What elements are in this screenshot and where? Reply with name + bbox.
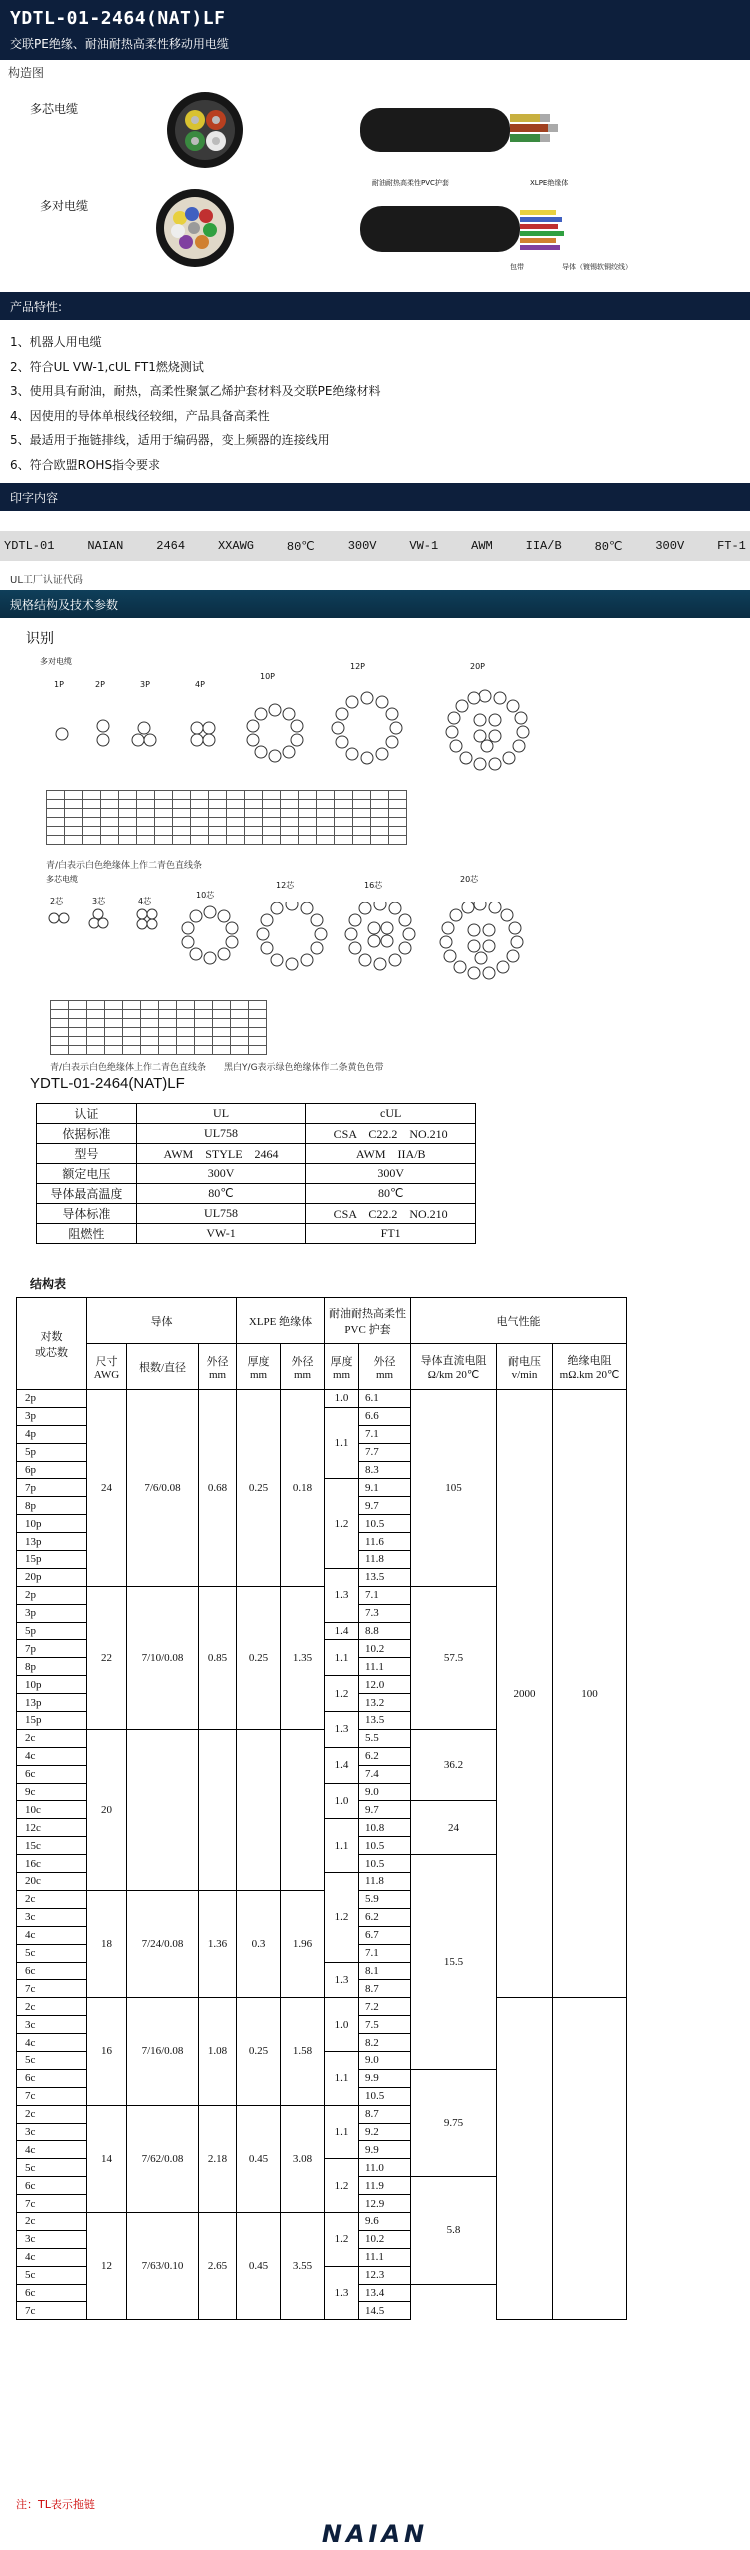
count-cell: 3p [17,1604,87,1622]
cert-cell: 型号 [37,1144,137,1164]
cert-cell: 导体最高温度 [37,1184,137,1204]
core-layout-diagram [40,902,540,1002]
jacket-od-cell: 6.2 [359,1747,411,1765]
table-header-cell: 外径 mm [359,1344,411,1390]
count-cell: 8p [17,1497,87,1515]
jacket-od-cell: 8.1 [359,1962,411,1980]
print-field: FT-1 [717,539,746,553]
table-row [17,1390,627,1408]
count-cell: 7c [17,2087,87,2105]
count-cell: 2c [17,1729,87,1747]
insulation-resistance-cell-blank [553,1998,627,2320]
pair-tag: 12P [350,662,366,671]
structure-table-heading: 结构表 [30,1277,67,1291]
jacket-od-cell: 5.5 [359,1729,411,1747]
jacket-od-cell: 9.0 [359,1783,411,1801]
count-cell: 16c [17,1855,87,1873]
core-tag: 4芯 [138,897,152,906]
resistance-cell: 24 [411,1801,497,1855]
group-od-cell: 2.65 [199,2212,237,2319]
jacket-od-cell: 11.9 [359,2177,411,2195]
resistance-cell: 36.2 [411,1729,497,1801]
count-cell: 2c [17,2212,87,2230]
group-thick-cell: 0.3 [237,1890,281,1997]
jacket-od-cell: 12.9 [359,2195,411,2213]
group-thick-cell: 0.45 [237,2212,281,2319]
jacket-od-cell: 8.3 [359,1461,411,1479]
group-awg-cell: 20 [87,1729,127,1890]
multipair-label: 多对电缆 [40,199,89,213]
12c-ring [257,902,327,970]
group-xod-cell: 1.58 [281,1998,325,2105]
voltage-cell: 2000 [497,1390,553,1998]
group-thick-cell: 0.45 [237,2105,281,2212]
group-awg-cell: 24 [87,1390,127,1587]
cert-cell: AWM IIA/B [306,1144,476,1164]
count-cell: 10c [17,1801,87,1819]
jacket-od-cell: 9.1 [359,1479,411,1497]
jacket-od-cell: 6.1 [359,1390,411,1408]
group-strand-cell: 7/6/0.08 [127,1390,199,1587]
count-cell: 15c [17,1837,87,1855]
jacket-od-cell: 10.2 [359,2230,411,2248]
multipair-cross-section [150,186,240,270]
count-cell: 5c [17,2266,87,2284]
count-cell: 20p [17,1568,87,1586]
insulation-resistance-cell: 100 [553,1390,627,1998]
feature-item: 5、最适用于拖链排线，适用于编码器，变上频器的连接线用 [10,433,330,447]
group-xod-cell: 1.96 [281,1890,325,1997]
group-xod-cell: 1.35 [281,1586,325,1729]
count-cell: 12c [17,1819,87,1837]
jacket-od-cell: 7.4 [359,1765,411,1783]
group-xod-cell [281,1729,325,1890]
table-header-cell: 厚度 mm [325,1344,359,1390]
callout-filler: 包带 [510,263,524,271]
jacket-thickness-cell: 1.1 [325,2051,359,2105]
cert-cell: VW-1 [136,1224,306,1244]
factory-code-note: UL工厂认证代码 [10,575,83,586]
pair-color-table [46,790,407,845]
core-tag: 12芯 [276,881,295,890]
count-cell: 6c [17,1962,87,1980]
jacket-od-cell: 11.0 [359,2159,411,2177]
structure-diagram [0,82,750,292]
cert-cell: 80℃ [136,1184,306,1204]
resistance-cell: 9.75 [411,2069,497,2176]
group-thick-cell: 0.25 [237,1390,281,1587]
print-field: 300V [347,539,377,553]
title-bar [0,0,750,60]
structure-table [16,1297,627,2320]
jacket-od-cell: 14.5 [359,2302,411,2320]
group-od-cell: 1.08 [199,1998,237,2105]
group-od-cell: 2.18 [199,2105,237,2212]
count-cell: 9c [17,1783,87,1801]
group-od-cell: 0.68 [199,1390,237,1587]
jacket-od-cell: 7.1 [359,1586,411,1604]
print-field: 300V [655,539,685,553]
count-cell: 5p [17,1622,87,1640]
table-header-cell: 厚度 mm [237,1344,281,1390]
count-cell: 6c [17,1765,87,1783]
10p-ring [247,704,303,762]
group-strand-cell: 7/10/0.08 [127,1586,199,1729]
print-field: 80℃ [286,540,315,554]
group-strand-cell [127,1729,199,1890]
cert-cell: UL758 [136,1124,306,1144]
group-xod-cell: 3.55 [281,2212,325,2319]
group-awg-cell: 14 [87,2105,127,2212]
20c-ring [440,902,523,979]
feature-item: 4、因使用的导体单根线径较细，产品具备高柔性 [10,408,270,423]
group-xod-cell: 0.18 [281,1390,325,1587]
cert-cell: 300V [136,1164,306,1184]
jacket-thickness-cell: 1.1 [325,2105,359,2159]
jacket-od-cell: 9.7 [359,1801,411,1819]
jacket-od-cell: 10.2 [359,1640,411,1658]
jacket-thickness-cell: 1.3 [325,2266,359,2320]
feature-item: 1、机器人用电缆 [10,335,102,349]
core-color-table [50,1000,267,1055]
printing-row [0,531,750,561]
jacket-thickness-cell: 1.1 [325,1819,359,1873]
count-cell: 2c [17,1890,87,1908]
group-awg-cell: 18 [87,1890,127,1997]
jacket-od-cell: 9.0 [359,2051,411,2069]
count-cell: 20c [17,1873,87,1891]
count-cell: 6p [17,1461,87,1479]
cert-cell: cUL [306,1104,476,1124]
footnote: 注：TL表示拖链 [16,2498,95,2511]
count-cell: 5p [17,1443,87,1461]
pair-tag: 3P [140,680,150,689]
jacket-od-cell: 8.7 [359,2105,411,2123]
count-cell: 6c [17,2069,87,2087]
pair-tag: 20P [470,662,486,671]
table-header-cell: 根数/直径 [127,1344,199,1390]
count-cell: 8p [17,1658,87,1676]
jacket-od-cell: 7.5 [359,2016,411,2034]
cert-cell: 阻燃性 [37,1224,137,1244]
jacket-od-cell: 9.9 [359,2141,411,2159]
cert-cell: UL758 [136,1204,306,1224]
group-thick-cell: 0.25 [237,1998,281,2105]
brand-logo: NAIAN [321,2520,429,2548]
feature-item: 6、符合欧盟ROHS指令要求 [10,457,161,472]
group-thick-cell [237,1729,281,1890]
jacket-od-cell: 13.4 [359,2284,411,2302]
cert-cell: 导体标准 [37,1204,137,1224]
count-cell: 7p [17,1479,87,1497]
jacket-od-cell: 11.6 [359,1533,411,1551]
cert-cell: 80℃ [306,1184,476,1204]
core-tag: 20芯 [460,875,479,884]
core-tag: 3芯 [92,897,106,906]
jacket-od-cell: 11.1 [359,1658,411,1676]
model-title: YDTL-01-2464(NAT)LF [10,8,226,29]
jacket-od-cell: 12.0 [359,1676,411,1694]
jacket-od-cell: 12.3 [359,2266,411,2284]
cert-cell: 额定电压 [37,1164,137,1184]
print-field: 80℃ [594,540,623,554]
count-cell: 4c [17,1747,87,1765]
table-header-cell: 导体 [87,1298,237,1344]
cert-cell: CSA C22.2 NO.210 [306,1204,476,1224]
table-header-cell: 绝缘电阻 mΩ.km 20℃ [553,1344,627,1390]
pair-tag: 10P [260,672,276,681]
jacket-od-cell: 10.5 [359,1837,411,1855]
count-cell: 5c [17,1944,87,1962]
cert-cell: AWM STYLE 2464 [136,1144,306,1164]
count-cell: 5c [17,2159,87,2177]
20p-ring [446,690,529,770]
table-header-cell: XLPE 绝缘体 [237,1298,325,1344]
pair-caption: 青/白表示白色绝缘体上作二青色直线条 [46,861,203,871]
cert-cell: 依据标准 [37,1124,137,1144]
12p-ring [332,692,402,764]
count-cell: 13p [17,1533,87,1551]
resistance-cell: 105 [411,1390,497,1587]
cert-cell: UL [136,1104,306,1124]
jacket-od-cell: 7.2 [359,1998,411,2016]
pair-cable-label: 多对电缆 [40,657,72,666]
jacket-od-cell: 8.2 [359,2034,411,2052]
print-field: IIA/B [525,539,562,553]
multicore-cable-label: 多芯电缆 [46,875,78,884]
jacket-od-cell: 13.2 [359,1694,411,1712]
jacket-thickness-cell: 1.3 [325,1568,359,1622]
multicore-label: 多芯电缆 [30,102,79,116]
jacket-od-cell: 9.9 [359,2069,411,2087]
jacket-thickness-cell: 1.0 [325,1783,359,1819]
pair-layout-diagram [40,688,560,798]
count-cell: 2p [17,1390,87,1408]
count-cell: 7c [17,1980,87,1998]
identification-panel [0,618,750,1078]
jacket-od-cell: 7.1 [359,1944,411,1962]
callout-jacket: 耐油耐热高柔性PVC护套 [372,179,449,187]
jacket-thickness-cell: 1.2 [325,1676,359,1712]
count-cell: 15p [17,1551,87,1569]
features-heading: 产品特性: [0,292,750,320]
cert-cell: CSA C22.2 NO.210 [306,1124,476,1144]
pair-tag: 1P [54,680,64,689]
core-tag: 16芯 [364,881,383,890]
callout-conductor: 导体（镀锡软铜绞线） [562,263,632,271]
multicore-side-view [360,94,590,164]
count-cell: 7c [17,2302,87,2320]
pair-tag: 4P [195,680,205,689]
jacket-od-cell: 9.2 [359,2123,411,2141]
table-header-cell: 对数 或芯数 [17,1298,87,1390]
group-strand-cell: 7/62/0.08 [127,2105,199,2212]
jacket-thickness-cell: 1.2 [325,1479,359,1568]
16c-ring [345,902,415,970]
jacket-od-cell: 10.5 [359,2087,411,2105]
jacket-od-cell: 6.2 [359,1908,411,1926]
jacket-thickness-cell: 1.4 [325,1622,359,1640]
table-header-cell: 电气性能 [411,1298,627,1344]
count-cell: 4p [17,1425,87,1443]
jacket-od-cell: 7.3 [359,1604,411,1622]
feature-item: 3、使用具有耐油，耐热，高柔性聚氯乙烯护套材料及交联PE绝缘材料 [10,384,381,398]
jacket-od-cell: 5.9 [359,1890,411,1908]
jacket-od-cell: 11.8 [359,1873,411,1891]
count-cell: 13p [17,1694,87,1712]
jacket-od-cell: 7.1 [359,1425,411,1443]
jacket-od-cell: 11.8 [359,1551,411,1569]
count-cell: 7c [17,2195,87,2213]
count-cell: 7p [17,1640,87,1658]
print-field: AWM [471,539,493,553]
pair-tag: 2P [95,680,105,689]
count-cell: 15p [17,1712,87,1730]
feature-item: 2、符合UL VW-1,cUL FT1燃烧测试 [10,359,204,374]
cert-cell: FT1 [306,1224,476,1244]
multicore-cross-section [160,90,250,172]
jacket-od-cell: 6.7 [359,1926,411,1944]
group-od-cell: 0.85 [199,1586,237,1729]
count-cell: 2c [17,1998,87,2016]
group-awg-cell: 16 [87,1998,127,2105]
print-field: XXAWG [217,539,254,553]
resistance-cell: 5.8 [411,2177,497,2284]
jacket-thickness-cell: 1.3 [325,1712,359,1748]
jacket-od-cell: 9.7 [359,1497,411,1515]
table-header-cell: 尺寸 AWG [87,1344,127,1390]
table-header-cell: 耐电压 v/min [497,1344,553,1390]
count-cell: 4c [17,2034,87,2052]
group-od-cell: 1.36 [199,1890,237,1997]
jacket-thickness-cell: 1.4 [325,1747,359,1783]
print-field: YDTL-01 [4,539,55,553]
count-cell: 5c [17,2051,87,2069]
resistance-cell: 57.5 [411,1586,497,1729]
feature-list [0,320,750,483]
group-od-cell [199,1729,237,1890]
count-cell: 3p [17,1407,87,1425]
voltage-cell-blank [497,1998,553,2320]
jacket-thickness-cell: 1.0 [325,1390,359,1408]
table-header-cell: 耐油耐热高柔性 PVC 护套 [325,1298,411,1344]
structure-heading: 构造图 [8,66,45,80]
count-cell: 4c [17,2248,87,2266]
table-header-cell: 外径 mm [199,1344,237,1390]
jacket-od-cell: 9.6 [359,2212,411,2230]
cert-cell: 300V [306,1164,476,1184]
table-row [17,1998,627,2016]
cert-model-title: YDTL-01-2464(NAT)LF [30,1075,185,1092]
core-tag: 10芯 [196,891,215,900]
group-strand-cell: 7/16/0.08 [127,1998,199,2105]
count-cell: 2c [17,2105,87,2123]
group-xod-cell: 3.08 [281,2105,325,2212]
table-header-cell: 导体直流电阻 Ω/km 20℃ [411,1344,497,1390]
identification-label: 识别 [26,631,54,647]
count-cell: 10p [17,1676,87,1694]
count-cell: 6c [17,2284,87,2302]
model-subtitle: 交联PE绝缘、耐油耐热高柔性移动用电缆 [10,37,229,51]
jacket-thickness-cell: 1.2 [325,2212,359,2266]
jacket-od-cell: 8.7 [359,1980,411,1998]
cert-cell: 认证 [37,1104,137,1124]
jacket-od-cell: 8.8 [359,1622,411,1640]
cert-table [36,1103,476,1244]
table-header-cell: 外径 mm [281,1344,325,1390]
10c-ring [182,906,238,964]
jacket-thickness-cell: 1.1 [325,1640,359,1676]
core-tag: 2芯 [50,897,64,906]
group-strand-cell: 7/24/0.08 [127,1890,199,1997]
jacket-thickness-cell: 1.3 [325,1962,359,1998]
print-field: NAIAN [87,539,124,553]
count-cell: 6c [17,2177,87,2195]
count-cell: 3c [17,1908,87,1926]
jacket-od-cell: 10.5 [359,1855,411,1873]
count-cell: 3c [17,2123,87,2141]
count-cell: 3c [17,2016,87,2034]
printing-heading: 印字内容 [0,483,750,511]
jacket-od-cell: 7.7 [359,1443,411,1461]
jacket-od-cell: 13.5 [359,1568,411,1586]
jacket-od-cell: 6.6 [359,1407,411,1425]
callout-xlpe: XLPE绝缘体 [530,179,569,187]
count-cell: 10p [17,1515,87,1533]
count-cell: 2p [17,1586,87,1604]
count-cell: 3c [17,2230,87,2248]
print-field: 2464 [156,539,186,553]
group-strand-cell: 7/63/0.10 [127,2212,199,2319]
jacket-thickness-cell: 1.0 [325,1998,359,2052]
jacket-od-cell: 10.5 [359,1515,411,1533]
core-caption: 青/白表示白色绝缘体上作二青色直线条 黑白Y/G表示绿色绝缘体作二条黄色色带 [50,1063,384,1073]
group-thick-cell: 0.25 [237,1586,281,1729]
jacket-thickness-cell: 1.1 [325,1407,359,1479]
count-cell: 4c [17,1926,87,1944]
jacket-thickness-cell: 1.2 [325,2159,359,2213]
spec-heading: 规格结构及技术参数 [0,590,750,618]
jacket-od-cell: 11.1 [359,2248,411,2266]
jacket-thickness-cell: 1.2 [325,1873,359,1962]
group-awg-cell: 22 [87,1586,127,1729]
jacket-od-cell: 10.8 [359,1819,411,1837]
print-field: VW-1 [409,539,439,553]
resistance-cell: 15.5 [411,1855,497,2070]
group-awg-cell: 12 [87,2212,127,2319]
jacket-od-cell: 13.5 [359,1712,411,1730]
count-cell: 4c [17,2141,87,2159]
